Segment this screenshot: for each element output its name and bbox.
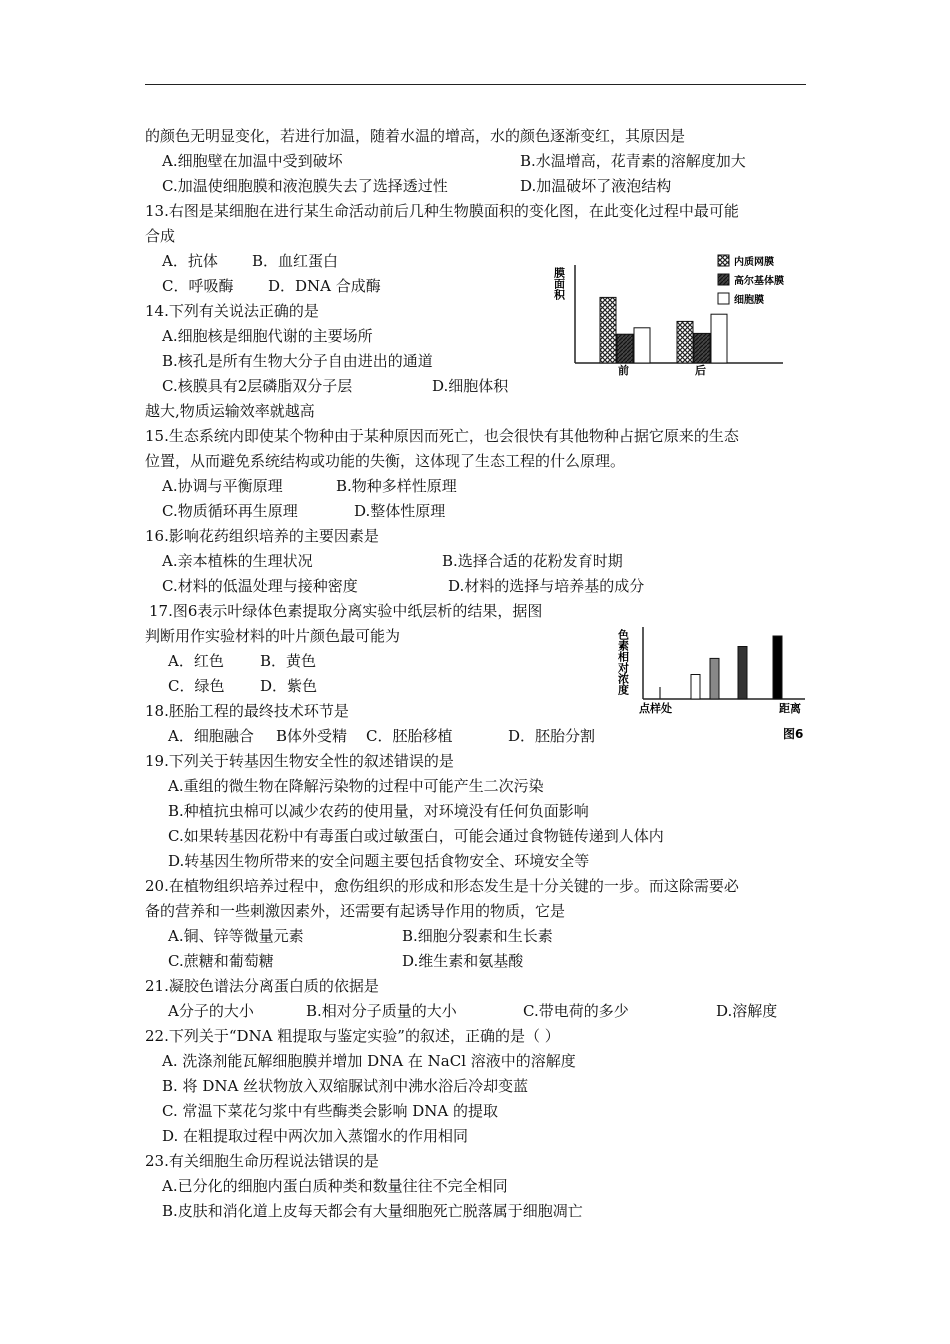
q22-option-b: B. 将 DNA 丝状物放入双缩脲试剂中沸水浴后冷却变蓝 xyxy=(162,1077,529,1095)
q16-option-a: A.亲本植株的生理状况 xyxy=(162,552,313,570)
q15-stem-cont: 位置，从而避免系统结构或功能的失衡，这体现了生态工程的什么原理。 xyxy=(145,452,626,470)
q20-option-b: B.细胞分裂素和生长素 xyxy=(402,927,553,945)
q19-option-b: B.种植抗虫棉可以减少农药的使用量，对环境没有任何负面影响 xyxy=(168,802,589,820)
chart2-caption: 图6 xyxy=(783,727,804,741)
q13-option-a: A．抗体 xyxy=(162,252,218,270)
q13-stem: 13.右图是某细胞在进行某生命活动前后几种生物膜面积的变化图，在此变化过程中最可能 xyxy=(145,202,739,220)
q15-option-c: C.物质循环再生原理 xyxy=(162,502,298,520)
q21-stem: 21.凝胶色谱法分离蛋白质的依据是 xyxy=(145,977,379,995)
q21-option-a: A分子的大小 xyxy=(168,1002,254,1020)
chart1-legend-swatch xyxy=(718,255,729,266)
q13-option-d: D．DNA 合成酶 xyxy=(268,277,381,295)
q19-option-d: D.转基因生物所带来的安全问题主要包括食物安全、环境安全等 xyxy=(168,852,590,870)
chart2-xlabel-right: 距离 xyxy=(779,702,801,715)
pigment-chart xyxy=(615,615,810,743)
q17-option-c: C．绿色 xyxy=(168,677,225,695)
q20-stem-cont: 备的营养和一些刺激因素外，还需要有起诱导作用的物质，它是 xyxy=(145,902,566,920)
q21-option-d: D.溶解度 xyxy=(716,1002,778,1020)
header-rule xyxy=(145,84,806,85)
q22-stem: 22.下列关于“DNA 粗提取与鉴定实验”的叙述，正确的是（ ） xyxy=(145,1027,560,1045)
q13-option-b: B．血红蛋白 xyxy=(252,252,339,270)
q12-stem: 的颜色无明显变化，若进行加温，随着水温的增高，水的颜色逐渐变红，其原因是 xyxy=(145,127,686,145)
q17-option-b: B．黄色 xyxy=(260,652,317,670)
q15-option-b: B.物种多样性原理 xyxy=(336,477,457,495)
q14-option-c: C.核膜具有2层磷脂双分子层 xyxy=(162,377,353,395)
chart1-legend-swatch xyxy=(718,293,729,304)
q16-option-d: D.材料的选择与培养基的成分 xyxy=(448,577,645,595)
chart1-category-label: 前 xyxy=(618,364,629,377)
q20-option-d: D.维生素和氨基酸 xyxy=(402,952,524,970)
q19-option-c: C.如果转基因花粉中有毒蛋白或过敏蛋白，可能会通过食物链传递到人体内 xyxy=(168,827,664,845)
q12-option-c: C.加温使细胞膜和液泡膜失去了选择透过性 xyxy=(162,177,448,195)
q23-option-b: B.皮肤和消化道上皮每天都会有大量细胞死亡脱落属于细胞凋亡 xyxy=(162,1202,583,1220)
chart1-category-label: 后 xyxy=(695,364,706,377)
q22-option-c: C. 常温下菜花匀浆中有些酶类会影响 DNA 的提取 xyxy=(162,1102,499,1120)
chart1-legend-swatch xyxy=(718,274,729,285)
q15-option-d: D.整体性原理 xyxy=(354,502,446,520)
chart1-legend-label: 细胞膜 xyxy=(734,295,764,306)
q16-option-c: C.材料的低温处理与接种密度 xyxy=(162,577,358,595)
q22-option-d: D. 在粗提取过程中两次加入蒸馏水的作用相同 xyxy=(162,1127,469,1145)
q20-stem: 20.在植物组织培养过程中，愈伤组织的形成和形态发生是十分关键的一步。而这除需要必 xyxy=(145,877,739,895)
chart2-bar xyxy=(691,675,700,700)
q16-stem: 16.影响花药组织培养的主要因素是 xyxy=(145,527,379,545)
q13-option-c: C．呼吸酶 xyxy=(162,277,234,295)
q18-option-a: A．细胞融合 xyxy=(168,727,254,745)
chart1-bar xyxy=(677,321,693,363)
q18-option-c: C．胚胎移植 xyxy=(366,727,453,745)
chart2-xlabel-left: 点样处 xyxy=(639,702,672,715)
q23-stem: 23.有关细胞生命历程说法错误的是 xyxy=(145,1152,379,1170)
membrane-area-chart xyxy=(552,245,795,377)
chart1-ylabel-1: 膜面积 xyxy=(552,267,566,300)
chart1-bar xyxy=(634,328,650,363)
q14-stem: 14.下列有关说法正确的是 xyxy=(145,302,319,320)
q17-stem-cont: 判断用作实验材料的叶片颜色最可能为 xyxy=(145,627,401,645)
q17-option-d: D．紫色 xyxy=(260,677,318,695)
q18-option-b: B体外受精 xyxy=(276,727,348,745)
q17-stem: 17.图6表示叶绿体色素提取分离实验中纸层析的结果，据图 xyxy=(149,602,543,620)
chart1-bar xyxy=(694,333,710,363)
chart2-bar xyxy=(710,658,719,699)
q18-option-d: D．胚胎分割 xyxy=(508,727,596,745)
q15-option-a: A.协调与平衡原理 xyxy=(162,477,283,495)
q13-stem-cont: 合成 xyxy=(145,227,176,245)
q12-option-d: D.加温破坏了液泡结构 xyxy=(520,177,672,195)
q20-option-a: A.铜、锌等微量元素 xyxy=(168,927,304,945)
chart1-legend-label: 高尔基体膜 xyxy=(734,276,784,287)
q12-option-b: B.水温增高，花青素的溶解度加大 xyxy=(520,152,746,170)
q14-option-a: A.细胞核是细胞代谢的主要场所 xyxy=(162,327,373,345)
chart2-bar xyxy=(738,647,747,700)
q17-option-a: A．红色 xyxy=(168,652,224,670)
q22-option-a: A. 洗涤剂能瓦解细胞膜并增加 DNA 在 NaCl 溶液中的溶解度 xyxy=(162,1052,576,1070)
chart2-ylabel: 色素相对浓度 xyxy=(616,629,630,695)
q12-option-a: A.细胞壁在加温中受到破坏 xyxy=(162,152,343,170)
q15-stem: 15.生态系统内即使某个物种由于某种原因而死亡，也会很快有其他物种占据它原来的生态 xyxy=(145,427,739,445)
chart2-bar xyxy=(773,636,782,699)
chart1-legend-label: 内质网膜 xyxy=(734,257,774,268)
q14-option-b: B.核孔是所有生物大分子自由进出的通道 xyxy=(162,352,433,370)
q21-option-b: B.相对分子质量的大小 xyxy=(306,1002,457,1020)
chart1-bar xyxy=(600,297,616,363)
q14-option-d: D.细胞体积 xyxy=(432,377,509,395)
q21-option-c: C.带电荷的多少 xyxy=(523,1002,629,1020)
q19-option-a: A.重组的微生物在降解污染物的过程中可能产生二次污染 xyxy=(168,777,544,795)
q20-option-c: C.蔗糖和葡萄糖 xyxy=(168,952,274,970)
q16-option-b: B.选择合适的花粉发育时期 xyxy=(442,552,623,570)
q14-option-d-cont: 越大,物质运输效率就越高 xyxy=(145,402,315,420)
q23-option-a: A.已分化的细胞内蛋白质种类和数量往往不完全相同 xyxy=(162,1177,508,1195)
q19-stem: 19.下列关于转基因生物安全性的叙述错误的是 xyxy=(145,752,454,770)
q18-stem: 18.胚胎工程的最终技术环节是 xyxy=(145,702,349,720)
chart1-bar xyxy=(711,314,727,363)
chart1-bar xyxy=(617,334,633,363)
